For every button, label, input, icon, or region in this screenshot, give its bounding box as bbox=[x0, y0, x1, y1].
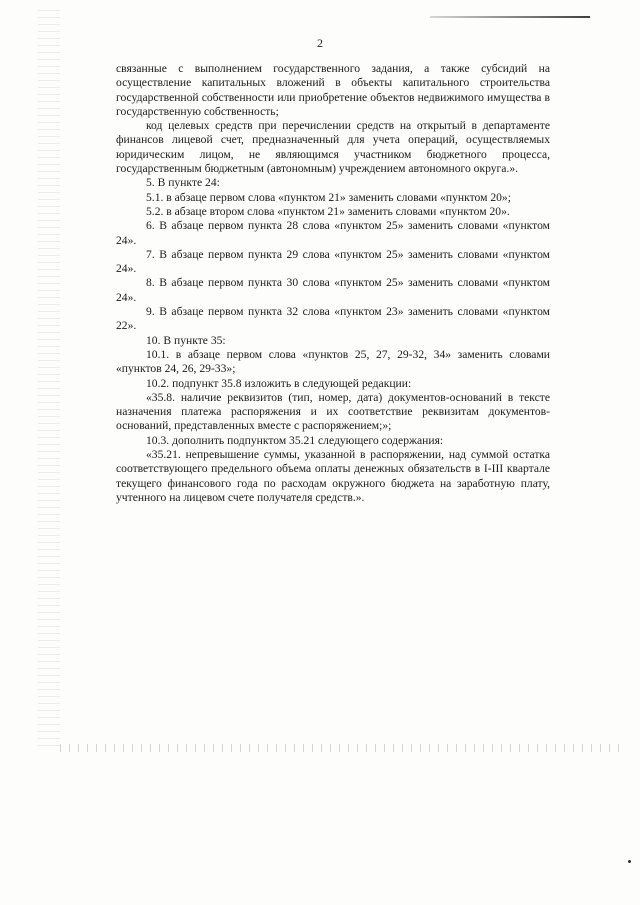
paragraph: 6. В абзаце первом пункта 28 слова «пунктом 25» заменить словами «пунктом 24». bbox=[116, 219, 550, 247]
scan-top-line-artifact bbox=[430, 16, 590, 18]
paragraph: 7. В абзаце первом пункта 29 слова «пунктом 25» заменить словами «пунктом 24». bbox=[116, 247, 550, 276]
paragraph: «35.21. непревышение суммы, указанной в распоряжении, над суммой остатка соответствующего предельного объема оплаты денежных обязательств в I-III квартале текущего финансового года по расходам окружного бюджета на заработную плату, учтенного на лицевом счете получателя средств.». bbox=[116, 448, 550, 504]
paragraph: 5.2. в абзаце втором слова «пунктом 21» заменить словами «пунктом 20». bbox=[146, 204, 510, 218]
document-body bbox=[116, 62, 550, 505]
scan-edge-artifact bbox=[38, 10, 60, 750]
paragraph: 10. В пункте 35: bbox=[146, 333, 226, 347]
scan-dot-artifact bbox=[628, 860, 631, 863]
page-number: 2 bbox=[317, 36, 323, 50]
paragraph: связанные с выполнением государственного задания, а также субсидий на осуществление капитальных вложений в объекты капитального строительства государственной собственности или приобретение объектов недвижимого имущества в государственную собственность; bbox=[116, 62, 550, 118]
paragraph: «35.8. наличие реквизитов (тип, номер, дата) документов-оснований в тексте назначения платежа распоряжения и их соответствие реквизитам документов-оснований, представленных вместе с распоряжением;»; bbox=[116, 390, 550, 433]
paragraph: код целевых средств при перечислении средств на открытый в департаменте финансов лицевой счет, предназначенный для учета операций, осуществляемых юридическим лицом, не являющимся участником бюджетного процесса, государственным бюджетным (автономным) учреждением автономного округа.». bbox=[116, 119, 550, 176]
paragraph: 5. В пункте 24: bbox=[146, 176, 220, 190]
paragraph: 10.3. дополнить подпунктом 35.21 следующего содержания: bbox=[146, 433, 444, 447]
scan-bottom-artifact bbox=[60, 744, 620, 752]
paragraph: 5.1. в абзаце первом слова «пунктом 21» заменить словами «пунктом 20»; bbox=[146, 190, 511, 204]
paragraph: 10.1. в абзаце первом слова «пунктов 25, 27, 29-32, 34» заменить словами «пунктов 24, 26, 29-33»; bbox=[116, 347, 550, 376]
paragraph: 8. В абзаце первом пункта 30 слова «пунктом 25» заменить словами «пунктом 24». bbox=[116, 276, 550, 304]
paragraph: 9. В абзаце первом пункта 32 слова «пунктом 23» заменить словами «пунктом 22». bbox=[116, 305, 550, 333]
paragraph: 10.2. подпункт 35.8 изложить в следующей редакции: bbox=[146, 376, 412, 390]
